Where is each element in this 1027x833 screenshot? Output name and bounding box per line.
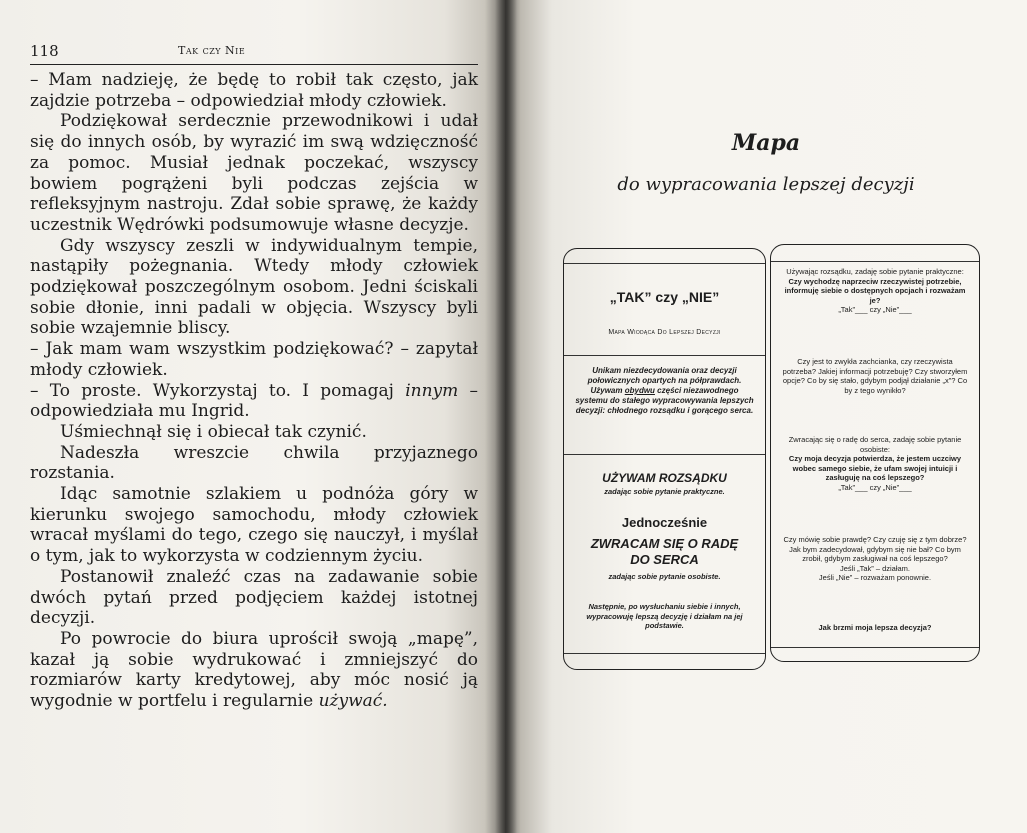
personal-intro: Zwracając się o radę do serca, zadaję sobie pytanie osobiste: [788,435,962,454]
emphasis: używać. [318,691,388,712]
card-back-personal [781,435,969,493]
emphasis: innym [405,380,459,401]
paragraph: Idąc samotnie szlakiem u podnóża góry w kierunku swojego samochodu, młody człowiek wracał myślami do tego, czego się nauczył, i myślał o tym, jak to wykorzysta w codziennym życiu. [30,484,478,567]
paragraph-part: – To proste. Wykorzystaj to. I pomagaj [30,380,394,401]
heading-heart-line: ZWRACAM SIĘ O RADĘ [590,536,739,551]
body-text [30,70,478,712]
book-spine [495,0,517,833]
paragraph-part: Po powrocie do biura uprościł swoją „mapę”, kazał ją sobie wydrukować i zmniejszyć do rozmiarów karty kredytowej, aby móc nosić ją wygodnie w portfelu i regularnie [30,628,478,712]
paragraph: – Jak mam wam wszystkim podziękować? – zapytał młody człowiek. [30,339,478,380]
paragraph: Postanowił znaleźć czas na zadawanie sobie dwóch pytań przed podjęciem każdej istotnej decyzji. [30,566,478,629]
practical-question: Czy wychodzę naprzeciw rzeczywistej potrzebie, informuję siebie o dostępnych opcjach i rozważam je? [784,276,966,305]
intro-part: Używam [590,386,623,395]
paragraph: Gdy wszyscy zeszli w indywidualnym tempie, nastąpiły pożegnania. Wtedy młody człowiek podziękował poszczególnym osobom. Jedni ściskali sobie dłonie, inni padali w objęcia. Wszyscy byli sobie wzajemnie bliscy. [30,235,478,339]
heading-heart [564,536,765,568]
card-rule [564,263,765,264]
running-title: Tak czy Nie [178,44,246,57]
card-front [563,248,766,670]
paragraph-part: – odpowiedziała mu Ingrid. [30,380,478,422]
card-rule [564,454,765,455]
map-title: Mapa [731,130,801,156]
heading-reason-sub: zadając sobie pytanie praktyczne. [604,487,725,496]
page-number: 118 [30,42,59,60]
paragraph: Uśmiechnął się i obiecał tak czynić. [60,421,367,442]
card-front-caption: Mapa Wiodąca Do Lepszej Decyzji [608,329,721,336]
heading-heart-line: DO SERCA [630,552,699,567]
heading-simultaneously: Jednocześnie [621,515,708,530]
intro-line [574,386,755,416]
header-rule [30,64,478,65]
card-rule [771,647,979,648]
card-back-personal-hints [781,535,969,583]
card-front-closing: Następnie, po wysłuchaniu siebie i innych, wypracowuję lepszą decyzję i działam na jej podstawie. [586,602,743,630]
final-question: Jak brzmi moja lepsza decyzja? [818,623,932,632]
intro-part: części niezawodnego systemu do stałego wypracowywania lepszych decyzji: chłodnego rozsądku i gorącego serca. [575,386,754,415]
card-back-practical [781,267,969,315]
personal-hints-text: Czy mówię sobie prawdę? Czy czuję się z tym dobrze? Jak bym zadecydował, gdybym się nie bał? Co bym zrobił, gdybym zasługiwał na coś lepszego? [783,535,967,564]
map-subtitle: do wypracowania lepszej decyzji [617,174,915,195]
paragraph: Nadeszła wreszcie chwila przyjaznego rozstania. [30,442,478,484]
paragraph [30,381,478,422]
practical-answer: „Tak”___ czy „Nie”___ [838,305,912,315]
if-yes: Jeśli „Tak” – działam. [839,563,911,573]
personal-answer: „Tak”___ czy „Nie”___ [838,482,912,492]
card-back-practical-hints: Czy jest to zwykła zachcianka, czy rzeczywista potrzeba? Jakiej informacji potrzebuję? Czy stworzyłem opcje? Co by się stało, gdybym podjął działanie „x”? Co by z tego wynikło? [782,357,968,395]
personal-question: Czy moja decyzja potwierdza, że jestem uczciwy wobec samego siebie, że ufam swojej intuicji i zasługuję na coś lepszego? [788,454,962,483]
card-rule [564,653,765,654]
card-front-intro [574,366,755,416]
paragraph: Podziękował serdecznie przewodnikowi i udał się do innych osób, by wyrazić im swą wdzięczność za pomoc. Musiał jednak poczekać, wszyscy bowiem pogrążeni byli podczas zejścia w refleksyjnym nastroju. Zdał sobie sprawę, że każdy uczestnik Wędrówki podsumowuje własne decyzje. [30,111,478,235]
card-rule [771,261,979,262]
intro-line: Unikam niezdecydowania oraz decyzji połowicznych opartych na półprawdach. [587,366,742,385]
card-rule [564,355,765,356]
paragraph [30,629,478,712]
card-back [770,244,980,662]
heading-heart-sub: zadając sobie pytanie osobiste. [608,572,721,581]
if-no: Jeśli „Nie” – rozważam ponownie. [818,573,932,583]
heading-reason: UŻYWAM ROZSĄDKU [602,471,727,485]
practical-intro: Używając rozsądku, zadaję sobie pytanie praktyczne: [786,267,964,276]
card-front-title: „TAK” czy „NIE” [609,289,720,305]
intro-underlined: obydwu [624,386,655,395]
paragraph: – Mam nadzieję, że będę to robił tak często, jak zajdzie potrzeba – odpowiedział młody człowiek. [30,70,478,111]
